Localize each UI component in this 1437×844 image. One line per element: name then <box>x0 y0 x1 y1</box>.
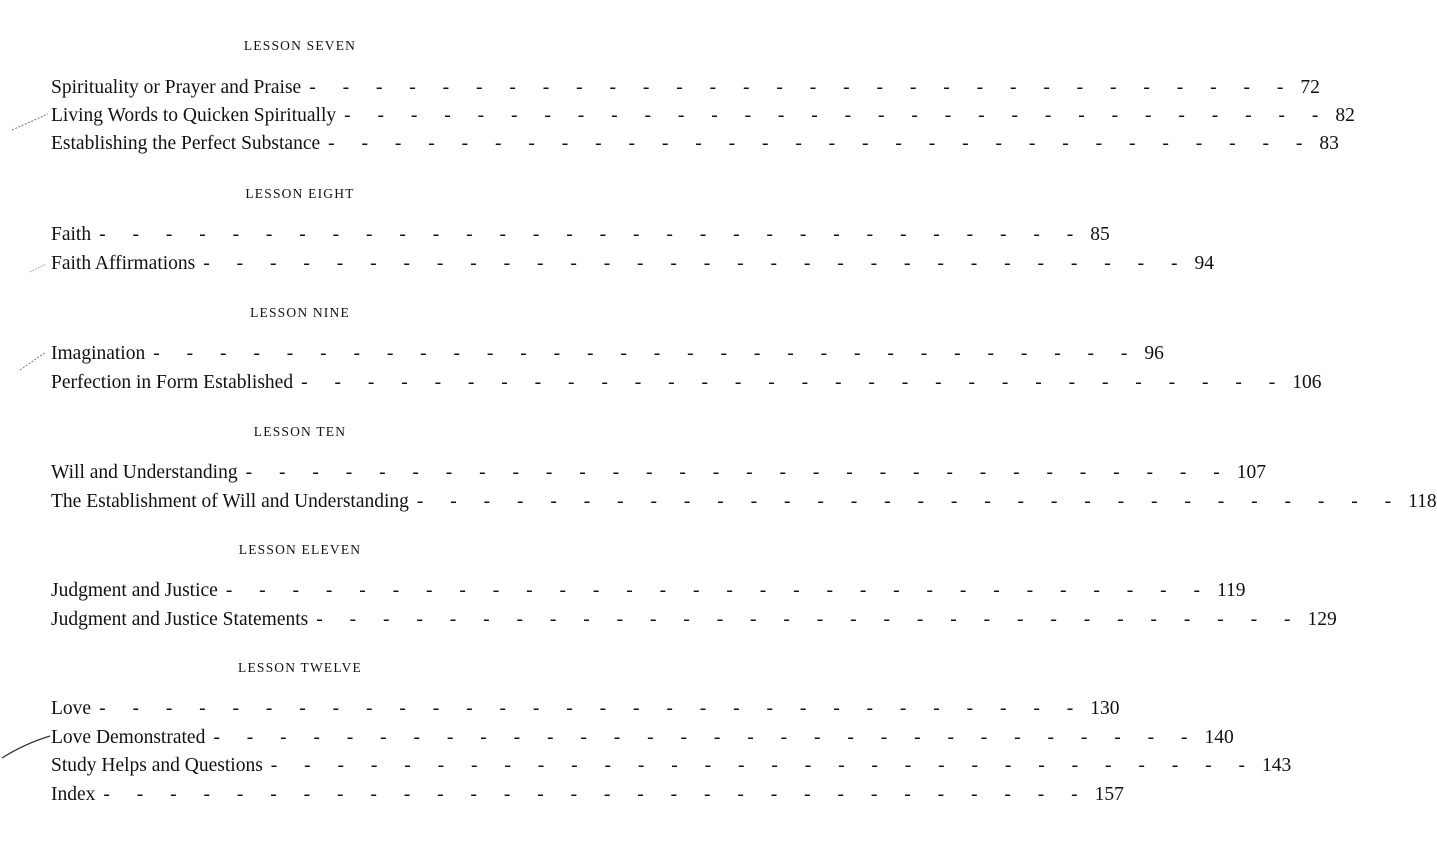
dot-leader: - - - - - - - - - - - - - - - - - - - - - - - - - - - - - - <box>344 105 1330 126</box>
lesson-heading: LESSON NINE <box>250 305 350 320</box>
lesson-heading: LESSON TEN <box>253 424 347 439</box>
entry-title: Judgment and Justice Statements <box>51 609 309 630</box>
pencil-mark <box>12 114 48 130</box>
dot-leader: - - - - - - - - - - - - - - - - - - - - - - - - - - - - - - <box>328 133 1314 154</box>
entry-page-number: 107 <box>1236 462 1267 483</box>
entry-title: Index <box>51 784 96 805</box>
toc-entry[interactable] <box>51 74 1320 102</box>
lesson-heading: LESSON TWELVE <box>238 660 362 675</box>
entry-page-number: 119 <box>1217 580 1246 601</box>
entry-page-number: 96 <box>1144 343 1164 364</box>
pencil-mark <box>30 264 46 272</box>
toc-entry[interactable] <box>51 488 1437 516</box>
dot-leader: - - - - - - - - - - - - - - - - - - - - - - - - - - - - - - <box>301 372 1287 393</box>
toc-entry[interactable] <box>51 369 1322 397</box>
toc-entry[interactable] <box>51 752 1292 780</box>
entry-page-number: 94 <box>1194 253 1214 274</box>
dot-leader: - - - - - - - - - - - - - - - - - - - - - - - - - - - - - - <box>309 77 1295 98</box>
entry-page-number: 83 <box>1319 133 1339 154</box>
toc-entry[interactable] <box>51 221 1110 249</box>
dot-leader: - - - - - - - - - - - - - - - - - - - - - - - - - - - - - - <box>153 343 1139 364</box>
toc-entry[interactable] <box>51 130 1339 158</box>
lesson-heading: LESSON ELEVEN <box>238 542 362 557</box>
dot-leader: - - - - - - - - - - - - - - - - - - - - - - - - - - - - - - <box>270 755 1256 776</box>
entry-page-number: 85 <box>1090 224 1110 245</box>
toc-entry[interactable] <box>51 102 1355 130</box>
toc-entry[interactable] <box>51 250 1214 278</box>
entry-page-number: 130 <box>1090 698 1120 719</box>
entry-page-number: 129 <box>1307 609 1337 630</box>
entry-title: Establishing the Perfect Substance <box>51 133 321 154</box>
entry-title: Imagination <box>51 343 146 364</box>
toc-entry[interactable] <box>51 606 1337 634</box>
lesson-heading: LESSON SEVEN <box>243 38 357 53</box>
entry-page-number: 157 <box>1094 784 1124 805</box>
dot-leader: - - - - - - - - - - - - - - - - - - - - - - - - - - - - - - <box>103 784 1089 805</box>
dot-leader: - - - - - - - - - - - - - - - - - - - - - - - - - - - - - - <box>245 462 1231 483</box>
dot-leader: - - - - - - - - - - - - - - - - - - - - - - - - - - - - - - <box>99 224 1085 245</box>
entry-page-number: 82 <box>1335 105 1355 126</box>
lesson-heading: LESSON EIGHT <box>245 186 355 201</box>
entry-page-number: 143 <box>1261 755 1292 776</box>
dot-leader: - - - - - - - - - - - - - - - - - - - - - - - - - - - - - - <box>203 253 1189 274</box>
pencil-mark <box>20 352 46 370</box>
toc-entry[interactable] <box>51 781 1124 809</box>
entry-title: Perfection in Form Established <box>51 372 294 393</box>
entry-title: Faith Affirmations <box>51 253 196 274</box>
pencil-mark <box>2 736 50 758</box>
entry-page-number: 140 <box>1204 727 1234 748</box>
entry-title: Love <box>51 698 92 719</box>
dot-leader: - - - - - - - - - - - - - - - - - - - - - - - - - - - - - - <box>99 698 1085 719</box>
dot-leader: - - - - - - - - - - - - - - - - - - - - - - - - - - - - - - <box>225 580 1211 601</box>
entry-title: Spirituality or Prayer and Praise <box>51 77 302 98</box>
toc-entry[interactable] <box>51 695 1120 723</box>
toc-entry[interactable] <box>51 340 1164 368</box>
toc-entry[interactable] <box>51 724 1234 752</box>
entry-title: Love Demonstrated <box>51 727 206 748</box>
entry-title: Living Words to Quicken Spiritually <box>51 105 337 126</box>
entry-page-number: 106 <box>1292 372 1322 393</box>
entry-page-number: 72 <box>1300 77 1320 98</box>
dot-leader: - - - - - - - - - - - - - - - - - - - - - - - - - - - - - - <box>316 609 1302 630</box>
entry-title: Study Helps and Questions <box>51 755 263 776</box>
entry-title: Faith <box>51 224 92 245</box>
toc-entry[interactable] <box>51 459 1267 487</box>
entry-page-number: 118 <box>1408 491 1437 512</box>
dot-leader: - - - - - - - - - - - - - - - - - - - - - - - - - - - - - - <box>416 491 1403 512</box>
dot-leader: - - - - - - - - - - - - - - - - - - - - - - - - - - - - - - <box>213 727 1199 748</box>
pencil-marks <box>0 0 60 844</box>
entry-title: Judgment and Justice <box>51 580 218 601</box>
entry-title: Will and Understanding <box>51 462 238 483</box>
entry-title: The Establishment of Will and Understanding <box>51 491 409 512</box>
toc-entry[interactable] <box>51 577 1246 605</box>
